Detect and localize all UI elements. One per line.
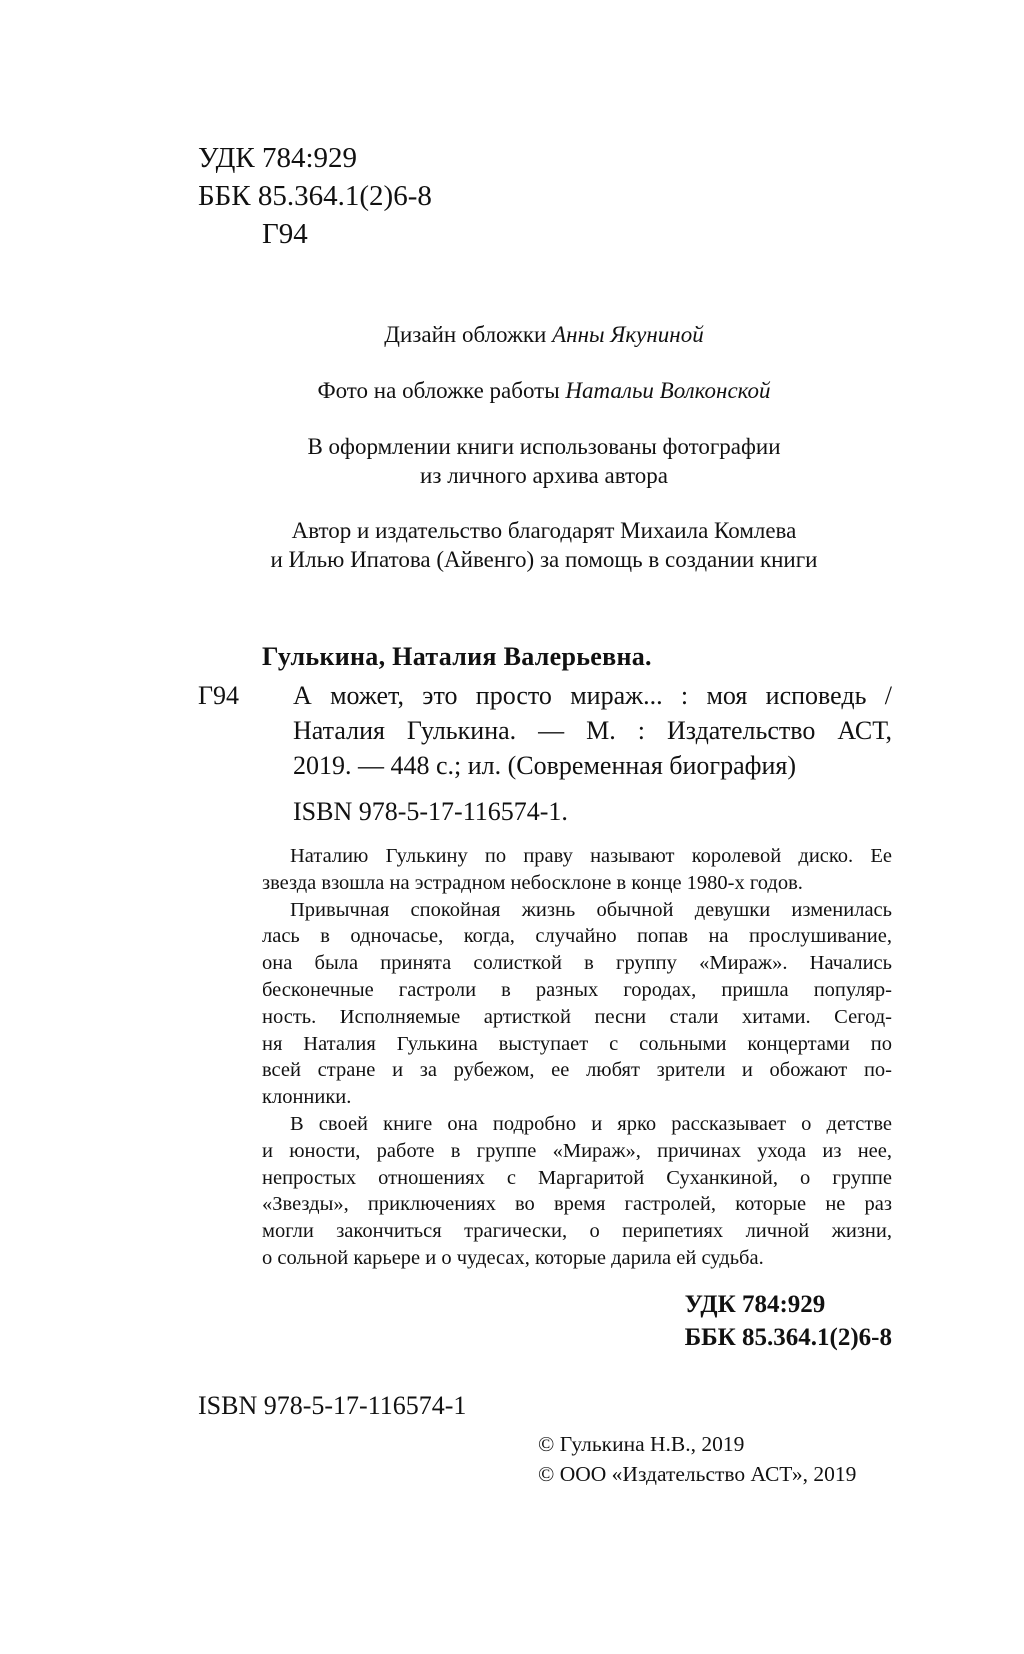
annotation-p2-line: Привычная спокойная жизнь обычной девушки изменилась [290,898,892,921]
footer-isbn: ISBN 978-5-17-116574-1 [198,1391,467,1420]
bottom-bbk-code: ББК 85.364.1(2)6-8 [684,1324,892,1351]
photos-note-line2: из личного архива автора [420,463,668,488]
annotation-p2-line: лась в одночасье, когда, случайно попав на прослушивание, [262,925,892,948]
thanks-note-line1: Автор и издательство благодарят Михаила Комлева [291,518,797,543]
thanks-note [196,516,892,574]
copyright-author: © Гулькина Н.В., 2019 [538,1432,745,1456]
annotation-p3-line: В своей книге она подробно и ярко рассказывает о детстве [290,1112,892,1135]
cover-design-prefix: Дизайн обложки [384,322,553,347]
photos-note [196,432,892,490]
annotation-p2-line: ность. Исполняемые артисткой песни стали хитами. Сегод- [262,1005,892,1028]
cover-design-name: Анны Якуниной [552,322,704,347]
cover-photo-name: Натальи Волконской [565,378,771,403]
annotation-p3-line: непростых отношениях с Маргаритой Суханкиной, о группе [262,1166,892,1189]
annotation-p2-line: она была принята солисткой в группу «Мираж». Начались [262,952,892,975]
photos-note-line1: В оформлении книги использованы фотографии [307,434,781,459]
bib-mark: Г94 [198,681,240,710]
thanks-note-line2: и Илью Ипатова (Айвенго) за помощь в создании книги [270,547,818,572]
cover-photo-prefix: Фото на обложке работы [317,378,566,403]
cover-design-credit [196,320,892,349]
bottom-udk-code: УДК 784:929 [684,1291,826,1318]
bib-line-3: 2019. — 448 с.; ил. (Современная биография) [293,751,797,780]
author-heading: Гулькина, Наталия Валерьевна. [262,642,652,671]
copyright-publisher: © ООО «Издательство АСТ», 2019 [538,1462,857,1486]
annotation-p1-line: Наталию Гулькину по праву называют королевой диско. Ее [290,845,892,867]
cover-photo-credit [196,376,892,405]
annotation-p2-line: бесконечные гастроли в разных городах, пришла популяр- [262,978,892,1001]
bib-description [293,678,892,783]
annotation [262,843,892,1272]
bib-line-1: А может, это просто мираж... : моя исповедь / [293,681,892,710]
annotation-p2-line: всей стране и за рубежом, ее любят зрители и обожают по- [262,1059,892,1082]
annotation-p3-line: могли закончиться трагически, о перипетиях личной жизни, [262,1220,892,1243]
bbk-code: ББК 85.364.1(2)6-8 [198,180,432,212]
bib-isbn: ISBN 978-5-17-116574-1. [293,797,568,826]
udk-code: УДК 784:929 [198,142,358,174]
annotation-p3-line: «Звезды», приключениях во время гастролей, которые не раз [262,1193,892,1216]
bottom-codes [685,1288,892,1354]
annotation-p3-line: о сольной карьере и о чудесах, которые дарила ей судьба. [262,1246,764,1269]
annotation-p2-line: ня Наталия Гулькина выступает с сольными концертами по [262,1032,892,1055]
annotation-p1-line: звезда взошла на эстрадном небосклоне в конце 1980-х годов. [262,871,803,894]
bib-line-2: Наталия Гулькина. — М. : Издательство АСТ, [293,716,892,745]
author-mark: Г94 [262,218,308,250]
annotation-p2-line: клонники. [262,1086,352,1109]
annotation-p3-line: и юности, работе в группе «Мираж», причинах ухода из нее, [262,1139,892,1162]
